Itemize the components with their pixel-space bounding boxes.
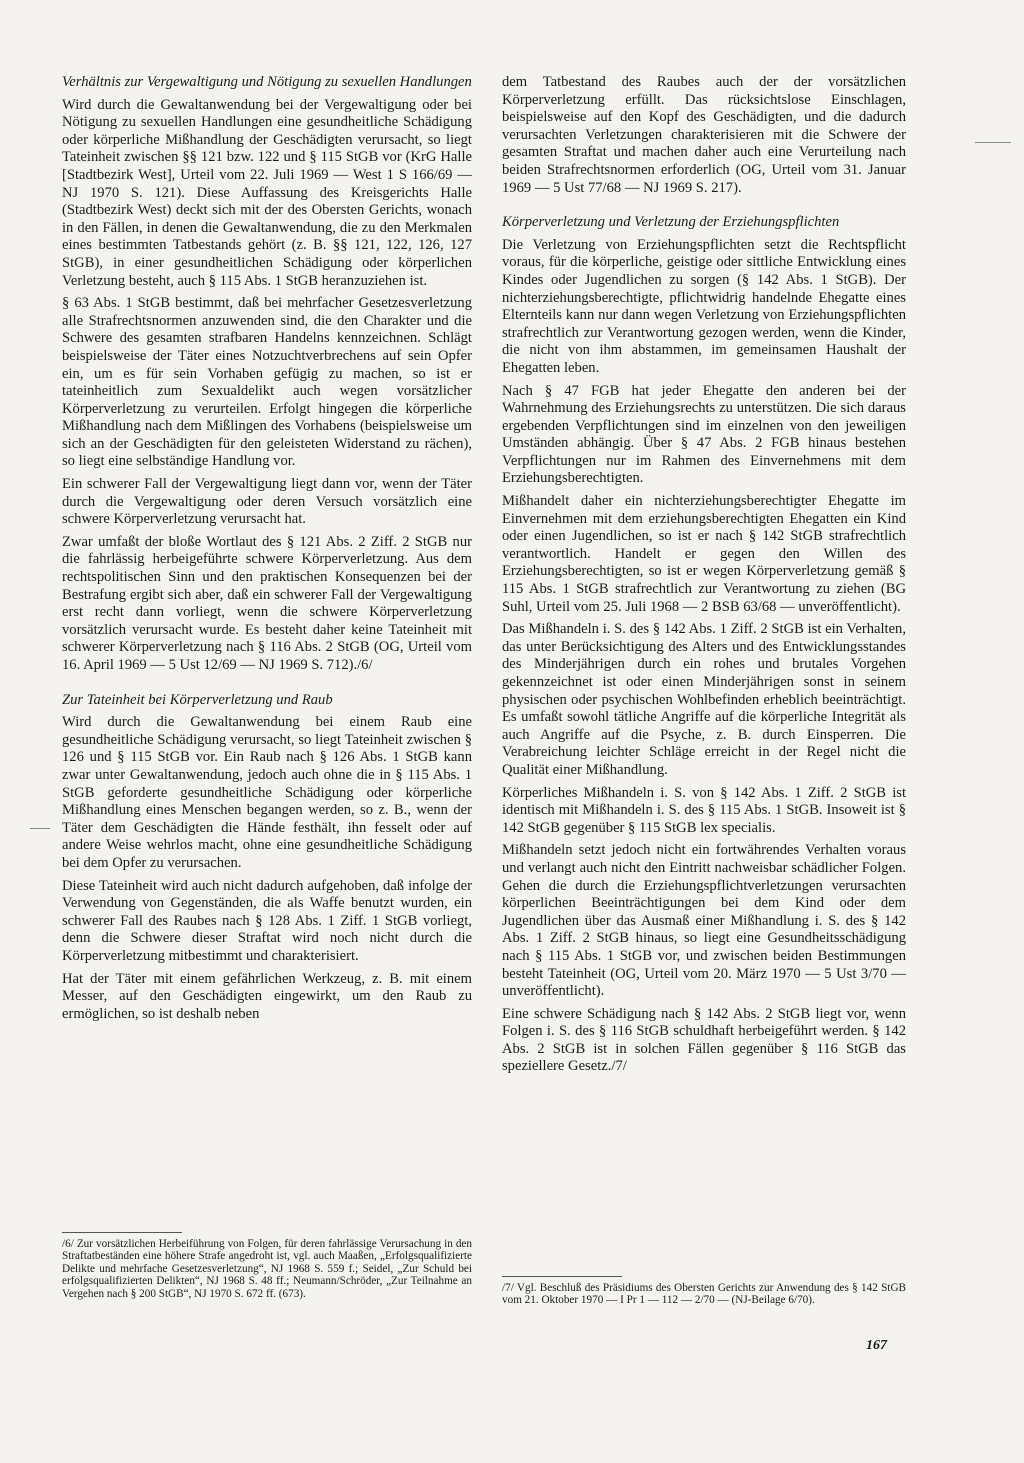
paragraph-continuation: dem Tatbestand des Raubes auch der der vorsätzlichen Körperverletzung erfüllt. Das rücksichtslose Einschlagen, beispielsweise auf den Kopf des Geschädigten, und die dadurch verursachten Verletzungen charakterisieren mit die Schwere der gesamten Straftat und machen daher auch eine Verurteilung nach beiden Strafrechtsnormen erforderlich (OG, Urteil vom 31. Januar 1969 — 5 Ust 77/68 — NJ 1969 S. 217). <box>502 74 906 196</box>
paragraph: Diese Tateinheit wird auch nicht dadurch aufgehoben, daß infolge der Verwendung von Gegenständen, die als Waffe benutzt wurden, ein schwerer Fall des Raubes nach § 128 Abs. 1 Ziff. 1 StGB vorliegt, denn die Schwere dieser Straftat wird noch nicht durch die Körperverletzung mitbestimmt und charakterisiert. <box>62 877 472 964</box>
paragraph: Ein schwerer Fall der Vergewaltigung liegt dann vor, wenn der Täter durch die Vergewaltigung oder deren Versuch vorsätzlich eine schwere Körperverletzung verursacht hat. <box>62 476 472 528</box>
paragraph: Die Verletzung von Erziehungspflichten setzt die Rechtspflicht voraus, für die körperliche, geistige oder sittliche Entwicklung eines Kindes oder Jugendlichen zu sorgen (§ 142 Abs. 1 StGB). Der nichterziehungsberechtigte, pflichtwidrig handelnde Ehegatte eines Elternteils kann nur dann wegen Verletzung von Erziehungspflichten strafrechtlich zur Verantwortung gezogen werden, wenn die Kinder, die nicht von ihm abstammen, im gemeinsamen Haushalt der Ehegatten leben. <box>502 236 906 376</box>
paragraph: Das Mißhandeln i. S. des § 142 Abs. 1 Ziff. 2 StGB ist ein Verhalten, das unter Berücksichtigung des Alters und des Entwicklungsstandes des Minderjährigen durch ein rohes und brutales Vorgehen gekennzeichnet ist oder einen Minderjährigen sonst in seinem physischen oder psychischen Wohlbefinden erheblich beeinträchtigt. Es umfaßt sowohl tätliche Angriffe auf die körperliche Integrität als auch Angriffe auf die Psyche, z. B. durch Einsperren. Die Verabreichung leichter Schläge erreicht in der Regel nicht die Qualität einer Mißhandlung. <box>502 621 906 778</box>
paragraph: Wird durch die Gewaltanwendung bei einem Raub eine gesundheitliche Schädigung verursacht, so liegt Tateinheit zwischen § 126 und § 115 StGB vor. Ein Raub nach § 126 Abs. 1 StGB kann zwar unter Gewaltanwendung, jedoch auch ohne die in § 115 Abs. 1 StGB geforderte gesundheitliche Schädigung oder körperliche Mißhandlung eines Menschen begangen werden, so z. B., wenn der Täter dem Geschädigten die Hände festhält, ihn fesselt oder auf andere Weise wehrlos macht, ohne eine gesundheitliche Schädigung bei dem Opfer zu verursachen. <box>62 714 472 871</box>
footnote-rule <box>62 1232 182 1233</box>
margin-mark <box>975 142 1011 143</box>
footnote-7: /7/ Vgl. Beschluß des Präsidiums des Obersten Gerichts zur Anwendung des § 142 StGB vom 21. Oktober 1970 — I Pr 1 — 112 — 2/70 — (NJ-Beilage 6/70). <box>502 1282 906 1307</box>
paragraph: Zwar umfaßt der bloße Wortlaut des § 121 Abs. 2 Ziff. 2 StGB nur die fahrlässig herbeigeführte schwere Körperverletzung. Aus dem rechtspolitischen Sinn und den praktischen Konsequenzen bei der Bestrafung ergibt sich aber, daß ein schwerer Fall der Vergewaltigung erst recht dann vorliegt, wenn die schwere Körperverletzung vorsätzlich verursacht wurde. Es besteht daher keine Tateinheit mit schwerer Körperverletzung nach § 116 Abs. 2 StGB (OG, Urteil vom 16. April 1969 — 5 Ust 12/69 — NJ 1969 S. 712)./6/ <box>62 533 472 673</box>
paragraph: Nach § 47 FGB hat jeder Ehegatte den anderen bei der Wahrnehmung des Erziehungsrechts zu unterstützen. Die sich daraus ergebenden Verpflichtungen sind im einzelnen von den jeweiligen Umständen abhängig. Über § 47 Abs. 2 FGB hinaus bestehen Verpflichtungen nur im Rahmen des Einvernehmens mit dem Erziehungsberechtigten. <box>502 382 906 487</box>
section-heading-vergewaltigung: Verhältnis zur Vergewaltigung und Nötigung zu sexuellen Handlungen <box>62 74 472 90</box>
paragraph: Wird durch die Gewaltanwendung bei der Vergewaltigung oder bei Nötigung zu sexuellen Handlungen eine gesundheitliche Schädigung oder körperliche Mißhandlung der Geschädigten verursacht, so liegt Tateinheit zwischen §§ 121 bzw. 122 und § 115 StGB vor (KrG Halle [Stadtbezirk West], Urteil vom 22. Juli 1969 — West 1 S 166/69 — NJ 1970 S. 121). Diese Auffassung des Kreisgerichts Halle (Stadtbezirk West) deckt sich mit der des Obersten Gerichts, wonach in den Fällen, in denen die Gewaltanwendung, die zu den Merkmalen eines bestimmten Tatbestands gehört (z. B. §§ 121, 122, 126, 127 StGB), in einer gesundheitlichen Schädigung oder körperlichen Verletzung besteht, auch § 115 Abs. 1 StGB heranzuziehen ist. <box>62 96 472 289</box>
left-column <box>62 74 472 1028</box>
paragraph: Hat der Täter mit einem gefährlichen Werkzeug, z. B. mit einem Messer, auf den Geschädigten eingewirkt, um den Raub zu ermöglichen, so ist deshalb neben <box>62 970 472 1022</box>
section-heading-raub: Zur Tateinheit bei Körperverletzung und Raub <box>62 691 333 708</box>
footnote-6: /6/ Zur vorsätzlichen Herbeiführung von Folgen, für deren fahrlässige Verursachung in den Straftatbeständen eine höhere Strafe angedroht ist, vgl. auch Maaßen, „Erfolgsqualifizierte Delikte und mehrfache Gesetzesverletzung“, NJ 1968 S. 559 f.; Seidel, „Zur Schuld bei erfolgsqualifizierten Delikten“, NJ 1968 S. 48 ff.; Neumann/Schröder, „Zur Teilnahme an Vergehen nach § 200 StGB“, NJ 1970 S. 672 ff. (673). <box>62 1238 472 1300</box>
section-gap <box>62 680 472 692</box>
section-gap <box>502 202 906 214</box>
paragraph: Mißhandeln setzt jedoch nicht ein fortwährendes Verhalten voraus und verlangt auch nicht den Eintritt nachweisbar schädlicher Folgen. Gehen die durch die Erziehungspflichtverletzungen verursachten körperlichen Beeinträchtigungen bei dem Kind oder dem Jugendlichen über das Ausmaß einer Mißhandlung i. S. des § 142 Abs. 1 Ziff. 2 StGB hinaus, so liegt eine Gesundheitsschädigung nach § 115 Abs. 1 StGB vor, und zwischen beiden Bestimmungen besteht Tateinheit (OG, Urteil vom 20. März 1970 — 5 Ust 3/70 — unveröffentlicht). <box>502 842 906 1000</box>
paragraph: § 63 Abs. 1 StGB bestimmt, daß bei mehrfacher Gesetzesverletzung alle Strafrechtsnormen anzuwenden sind, die den Charakter und die Schwere des gesamten strafbaren Handelns kennzeichnen. Schlägt beispielsweise der Täter eines Notzuchtverbrechens auf sein Opfer ein, um es für sein Vorhaben gefügig zu machen, so ist er tateinheitlich zum Sexualdelikt auch wegen vorsätzlicher Körperverletzung zu verurteilen. Erfolgt hingegen die körperliche Mißhandlung nach dem Mißlingen des Vorhabens (beispielsweise um sich an der Geschädigten für den geleisteten Widerstand zu rächen), so liegt eine selbständige Handlung vor. <box>62 295 472 470</box>
page-number: 167 <box>866 1338 887 1353</box>
margin-mark <box>30 828 50 829</box>
paragraph: Körperliches Mißhandeln i. S. von § 142 Abs. 1 Ziff. 2 StGB ist identisch mit Mißhandeln i. S. des § 115 Abs. 1 StGB. Insoweit ist § 142 StGB gegenüber § 115 StGB lex specialis. <box>502 784 906 836</box>
right-column <box>502 74 906 1081</box>
section-heading-erziehungspflichten: Körperverletzung und Verletzung der Erziehungspflichten <box>502 214 840 231</box>
paragraph: Eine schwere Schädigung nach § 142 Abs. 2 StGB liegt vor, wenn Folgen i. S. des § 116 StGB schuldhaft herbeigeführt werden. § 142 Abs. 2 StGB ist in solchen Fällen gegenüber § 116 StGB das speziellere Gesetz./7/ <box>502 1005 906 1075</box>
paragraph: Mißhandelt daher ein nichterziehungsberechtigter Ehegatte im Einvernehmen mit dem erziehungsberechtigten Ehegatten ein Kind oder einen Jugendlichen, so ist er nach § 142 StGB strafrechtlich verantwortlich. Handelt er gegen den Willen des Erziehungsberechtigten, so ist er wegen Körperverletzung gemäß § 115 Abs. 1 StGB strafrechtlich zur Verantwortung zu ziehen (BG Suhl, Urteil vom 25. Juli 1968 — 2 BSB 63/68 — unveröffentlicht). <box>502 493 906 615</box>
footnote-rule <box>502 1276 622 1277</box>
